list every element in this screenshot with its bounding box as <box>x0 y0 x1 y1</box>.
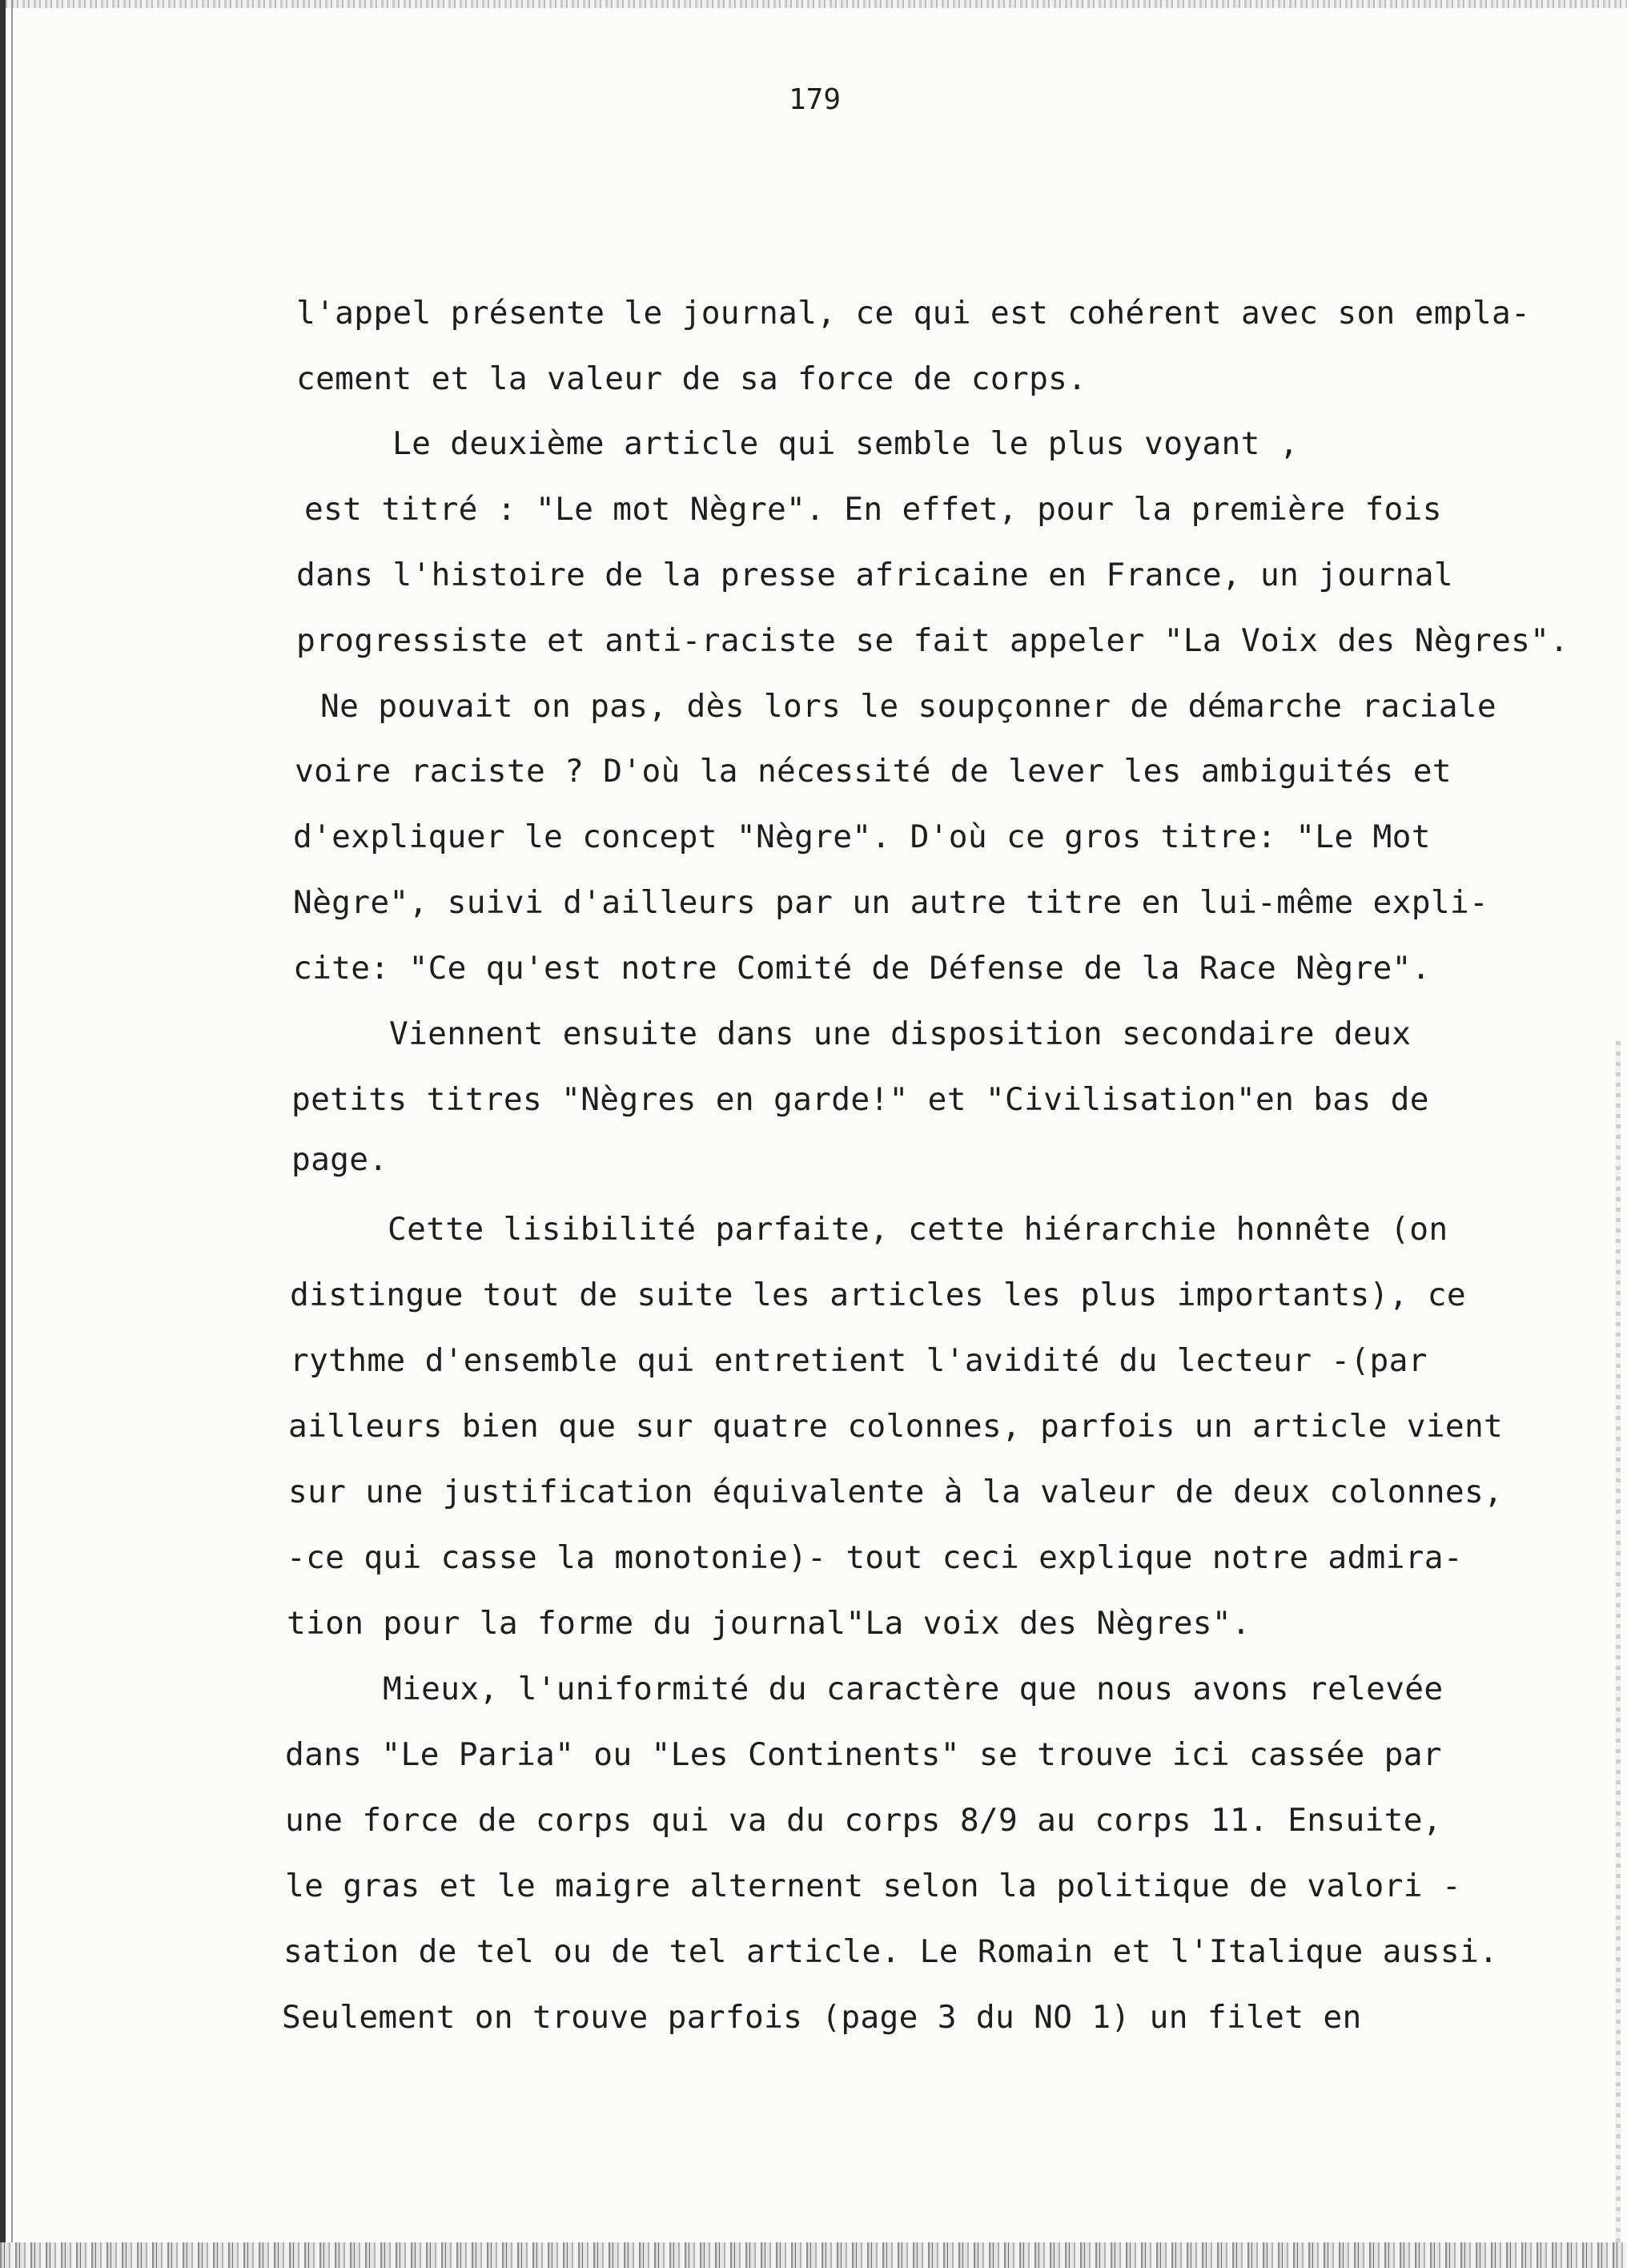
text-line: d'expliquer le concept "Nègre". D'où ce gros titre: "Le Mot <box>293 818 1431 855</box>
text-line: tion pour la forme du journal"La voix des Nègres". <box>287 1605 1251 1642</box>
scan-left-edge <box>0 0 6 2268</box>
text-line: le gras et le maigre alternent selon la politique de valori - <box>285 1868 1461 1904</box>
scan-top-edge <box>0 0 1627 8</box>
text-line: Le deuxième article qui semble le plus voyant , <box>392 425 1299 462</box>
text-line: est titré : "Le mot Nègre". En effet, pour la première fois <box>304 491 1442 528</box>
page-number: 179 <box>789 83 842 116</box>
text-line: l'appel présente le journal, ce qui est cohérent avec son empla- <box>296 295 1531 332</box>
text-line: petits titres "Nègres en garde!" et "Civilisation"en bas de <box>291 1081 1429 1118</box>
scan-bottom-edge <box>0 2242 1627 2268</box>
text-line: cement et la valeur de sa force de corps. <box>296 360 1087 397</box>
text-line: dans l'histoire de la presse africaine en France, un journal <box>296 557 1453 593</box>
text-line: dans "Le Paria" ou "Les Continents" se trouve ici cassée par <box>285 1736 1442 1773</box>
text-line: Viennent ensuite dans une disposition secondaire deux <box>389 1015 1412 1052</box>
text-line: Cette lisibilité parfaite, cette hiérarchie honnête (on <box>388 1211 1448 1248</box>
text-line: sation de tel ou de tel article. Le Romain et l'Italique aussi. <box>283 1933 1499 1970</box>
text-line: page. <box>291 1141 388 1178</box>
text-line: cite: "Ce qu'est notre Comité de Défense de la Race Nègre". <box>293 950 1431 987</box>
text-line: rythme d'ensemble qui entretient l'avidité du lecteur -(par <box>290 1342 1428 1379</box>
text-line: une force de corps qui va du corps 8/9 au corps 11. Ensuite, <box>285 1802 1442 1839</box>
scan-right-edge <box>1616 1041 1621 2242</box>
text-line: Mieux, l'uniformité du caractère que nous avons relevée <box>383 1671 1444 1707</box>
text-line: voire raciste ? D'où la nécessité de lever les ambiguités et <box>295 753 1452 790</box>
text-line: Nègre", suivi d'ailleurs par un autre titre en lui-même expli- <box>293 884 1489 921</box>
text-line: -ce qui casse la monotonie)- tout ceci explique notre admira- <box>287 1539 1463 1576</box>
text-line: Ne pouvait on pas, dès lors le soupçonner de démarche raciale <box>320 688 1496 725</box>
text-line: sur une justification équivalente à la valeur de deux colonnes, <box>288 1474 1504 1510</box>
text-line: Seulement on trouve parfois (page 3 du NO 1) un filet en <box>282 1999 1362 2036</box>
text-line: distingue tout de suite les articles les plus importants), ce <box>290 1277 1466 1313</box>
text-line: ailleurs bien que sur quatre colonnes, parfois un article vient <box>288 1408 1504 1445</box>
text-line: progressiste et anti-raciste se fait appeler "La Voix des Nègres". <box>296 622 1569 659</box>
scan-left-rule <box>11 0 13 2268</box>
